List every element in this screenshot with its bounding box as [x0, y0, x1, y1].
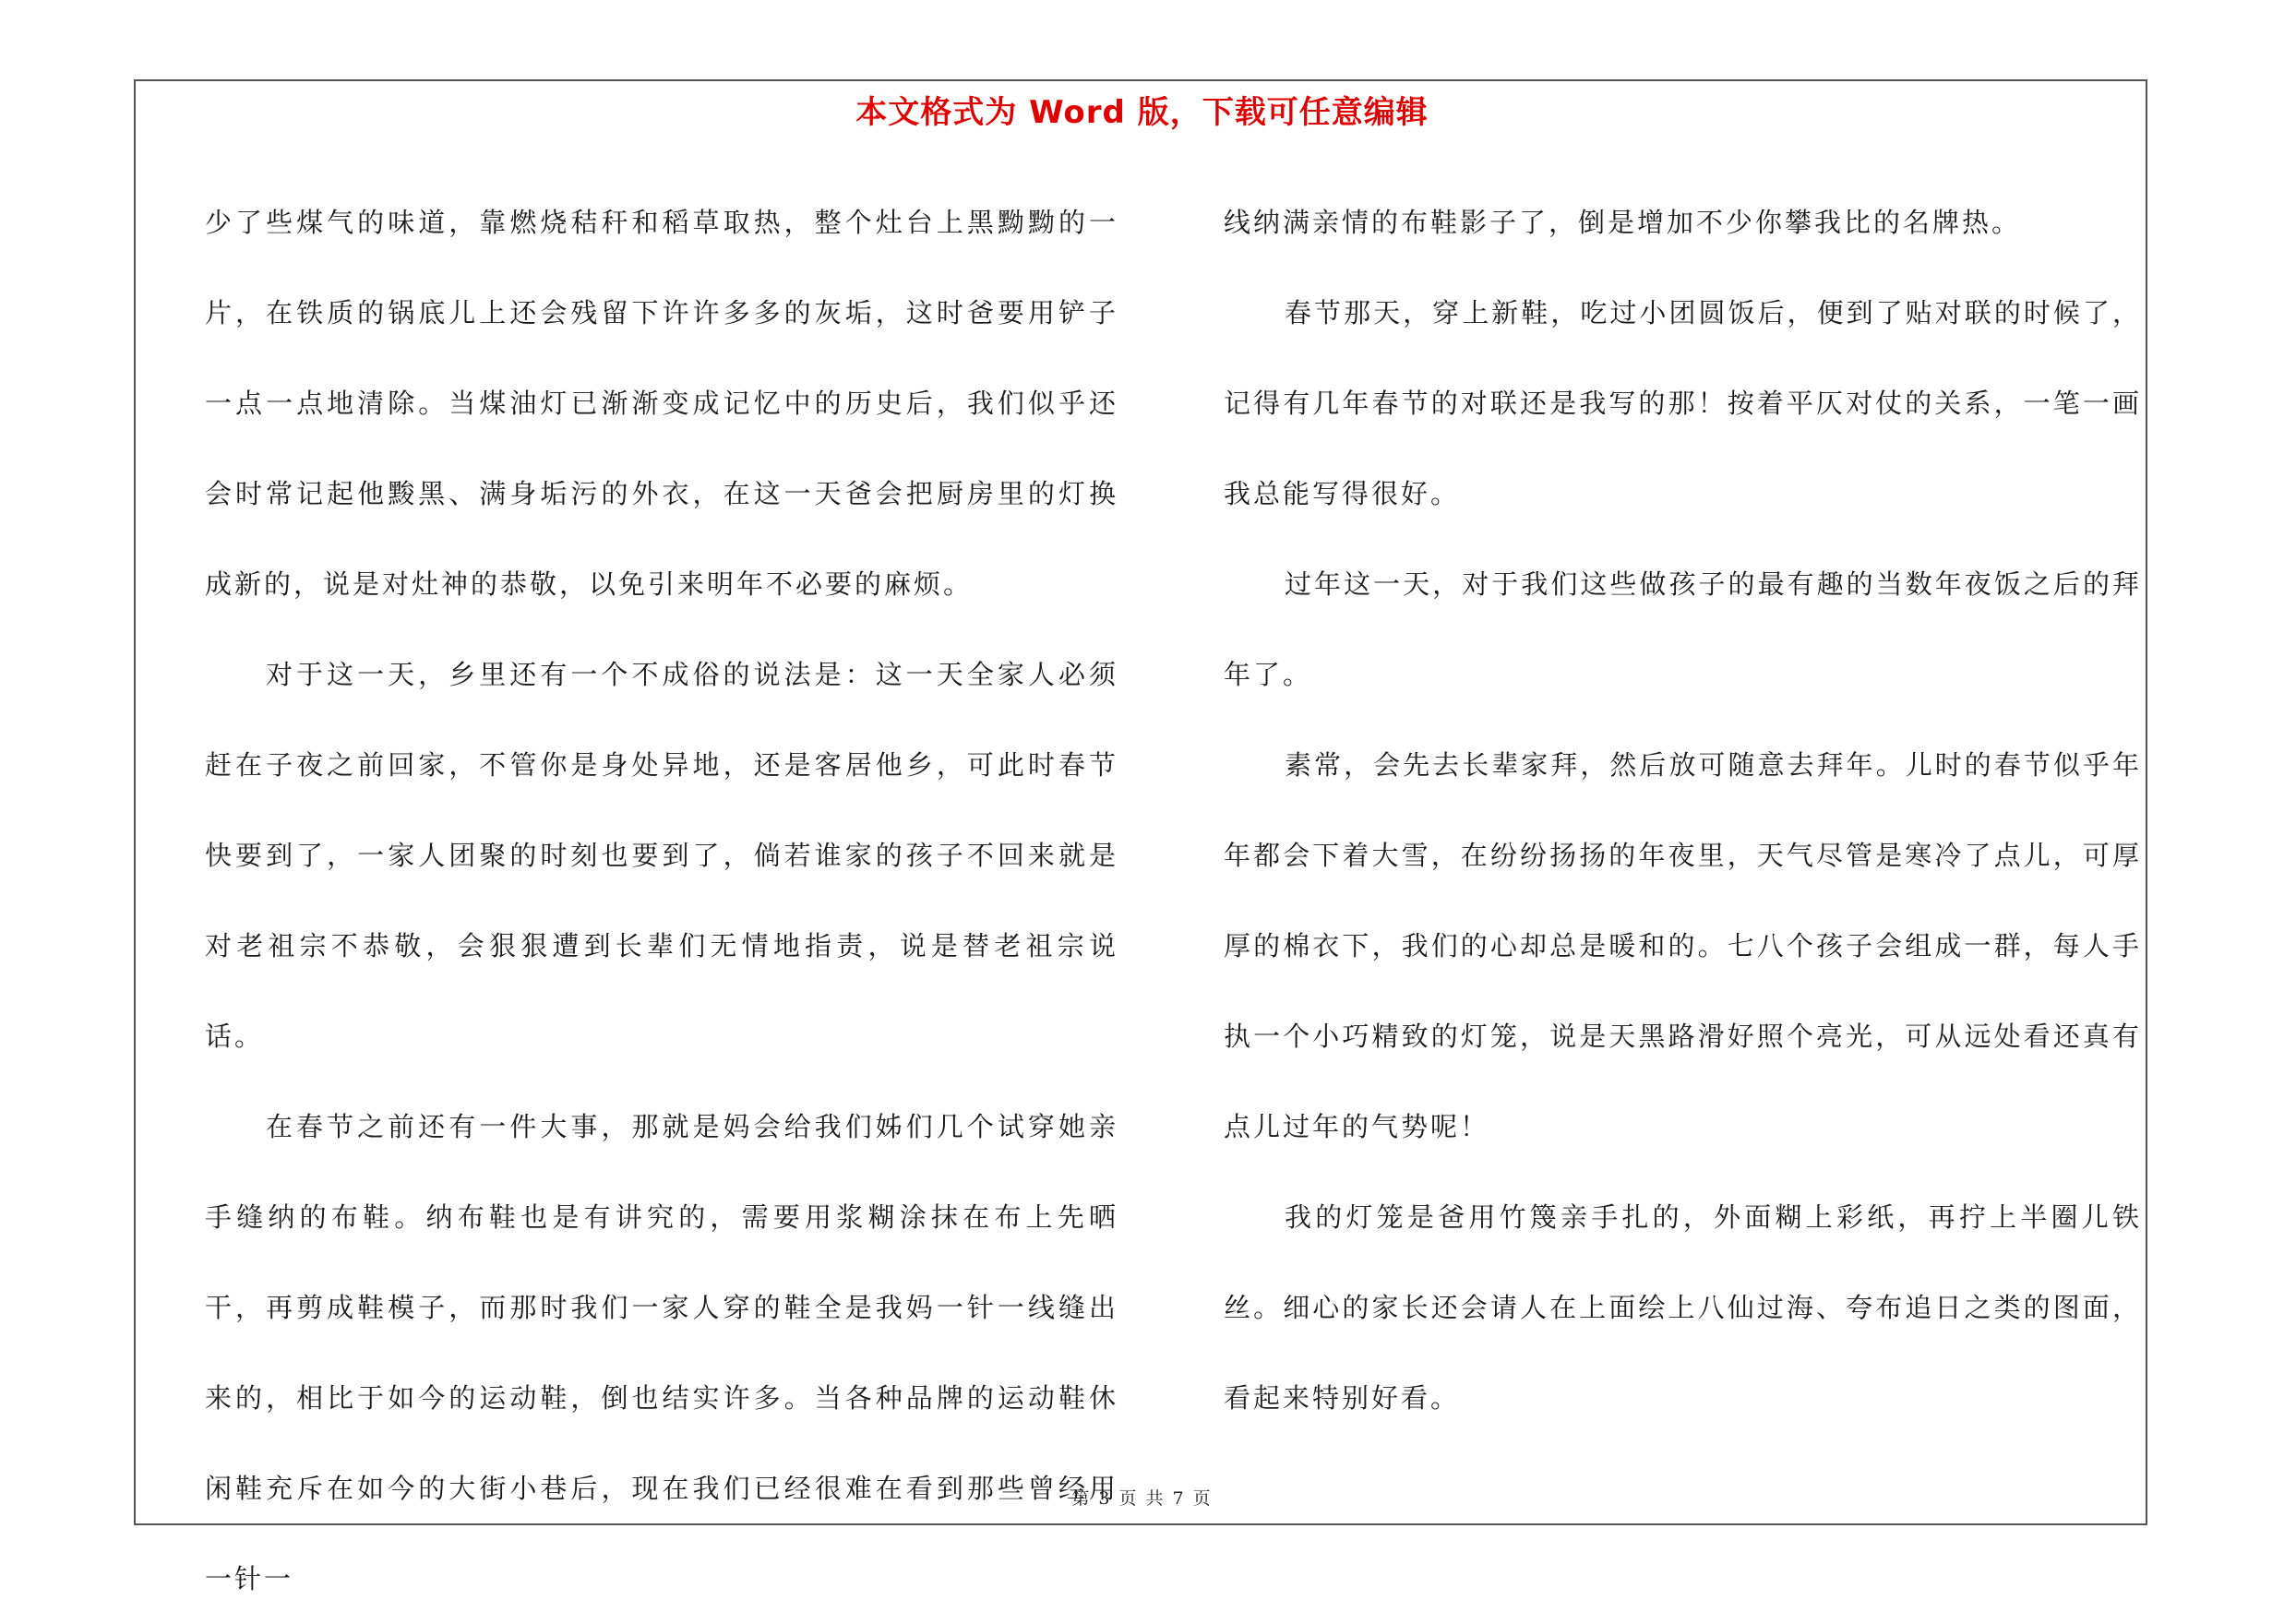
paragraph: 过年这一天，对于我们这些做孩子的最有趣的当数年夜饭之后的拜年了。: [1224, 568, 2142, 690]
page-number: 第 3 页 共 7 页: [1071, 1488, 1213, 1509]
format-banner: 本文格式为 Word 版，下载可任意编辑: [855, 94, 1429, 131]
right-column: [1224, 177, 2142, 1443]
paragraph: 少了些煤气的味道，靠燃烧秸秆和稻草取热，整个灶台上黑黝黝的一片，在铁质的锅底儿上还会残留下许许多多的灰垢，这时爸要用铲子一点一点地清除。当煤油灯已渐渐变成记忆中的历史后，我们似乎还会时常记起他黢黑、满身垢污的外衣，在这一天爸会把厨房里的灯换成新的，说是对灶神的恭敬，以免引来明年不必要的麻烦。: [205, 207, 1118, 600]
paragraph: 春节那天，穿上新鞋，吃过小团圆饭后，便到了贴对联的时候了，记得有几年春节的对联还是我写的那！按着平仄对仗的关系，一笔一画我总能写得很好。: [1224, 297, 2142, 509]
paragraph: 素常，会先去长辈家拜，然后放可随意去拜年。儿时的春节似乎年年都会下着大雪，在纷纷扬扬的年夜里，天气尽管是寒冷了点儿，可厚厚的棉衣下，我们的心却总是暖和的。七八个孩子会组成一群，每人手执一个小巧精致的灯笼，说是天黑路滑好照个亮光，可从远处看还真有点儿过年的气势呢！: [1224, 749, 2142, 1142]
paragraph: 我的灯笼是爸用竹篾亲手扎的，外面糊上彩纸，再拧上半圈儿铁丝。细心的家长还会请人在上面绘上八仙过海、夸布追日之类的图面，看起来特别好看。: [1224, 1201, 2142, 1414]
paragraph: 在春节之前还有一件大事，那就是妈会给我们姊们几个试穿她亲手缝纳的布鞋。纳布鞋也是有讲究的，需要用浆糊涂抹在布上先晒干，再剪成鞋模子，而那时我们一家人穿的鞋全是我妈一针一线缝出来的，相比于如今的运动鞋，倒也结实许多。当各种品牌的运动鞋休闲鞋充斥在如今的大街小巷后，现在我们已经很难在看到那些曾经用一针一: [205, 1111, 1118, 1594]
left-column: [205, 177, 1118, 1624]
paragraph: 线纳满亲情的布鞋影子了，倒是增加不少你攀我比的名牌热。: [1224, 207, 2022, 238]
paragraph: 对于这一天，乡里还有一个不成俗的说法是：这一天全家人必须赶在子夜之前回家，不管你是身处异地，还是客居他乡，可此时春节快要到了，一家人团聚的时刻也要到了，倘若谁家的孩子不回来就是对老祖宗不恭敬，会狠狠遭到长辈们无情地指责，说是替老祖宗说话。: [205, 659, 1118, 1052]
